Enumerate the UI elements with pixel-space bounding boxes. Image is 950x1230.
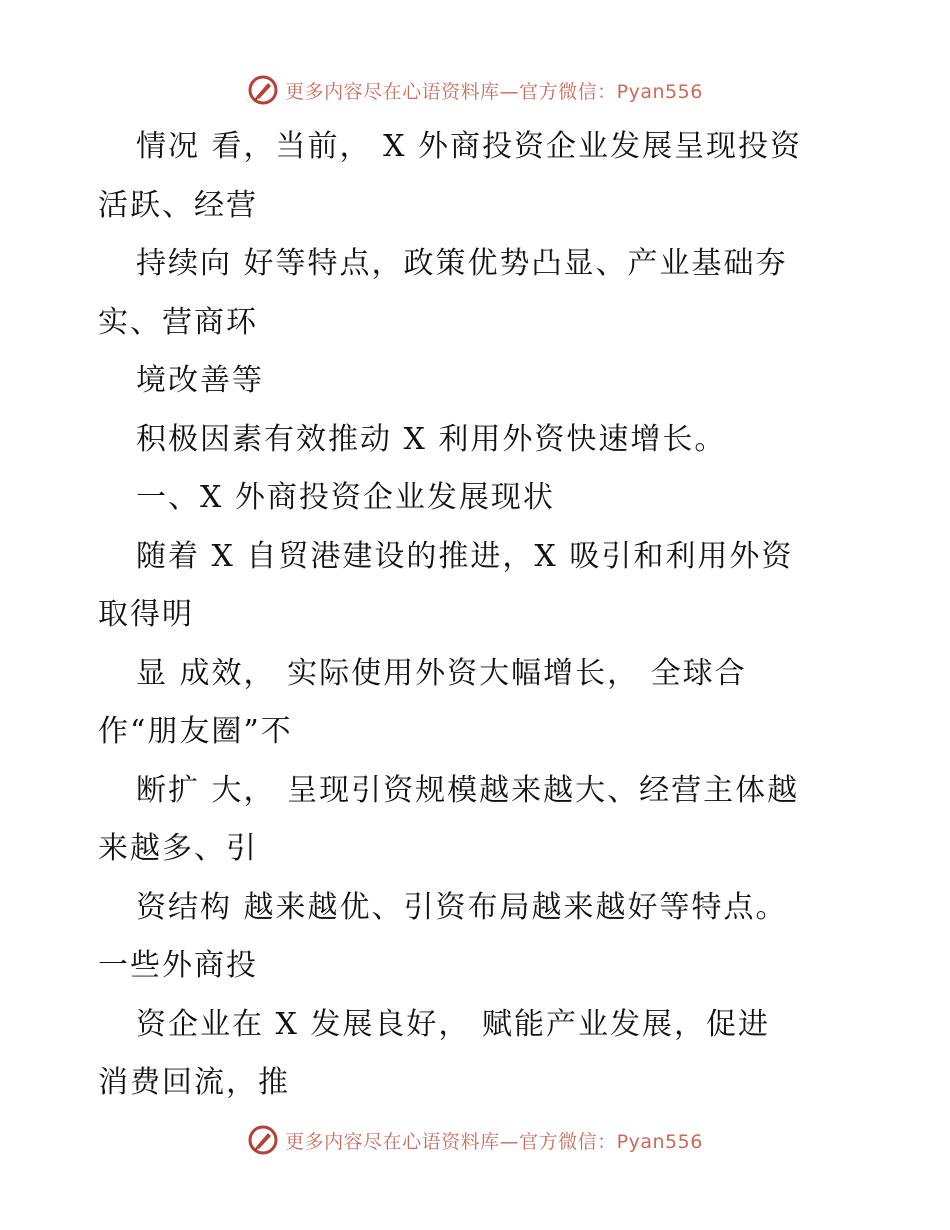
text-line: 断扩 大， 呈现引资规模越来越大、经营主体越 [136,772,800,808]
text-line: 持续向 好等特点，政策优势凸显、产业基础夯 [136,246,788,281]
text-line: 消费回流，推 [98,1065,290,1100]
text-line: 显 成效， 实际使用外资大幅增长， 全球合 [136,655,747,691]
text-line: 资结构 越来越优、引资布局越来越好等特点。 [136,889,788,925]
text-line: 积极因素有效推动 X 利用外资快速增长。 [136,421,727,457]
header-watermark [0,70,950,110]
text-line: 情况 看，当前， X 外商投资企业发展呈现投资 [136,129,802,164]
text-line: 随着 X 自贸港建设的推进，X 吸引和利用外资 [136,538,794,574]
text-line: 一、X 外商投资企业发展现状 [136,480,555,515]
text-line: 实、营商环 [98,304,258,340]
text-line: 活跃、经营 [98,187,258,223]
document-body [98,118,858,1113]
pen-logo-icon [247,74,279,106]
text-line: 境改善等 [136,363,264,398]
footer-watermark [0,1120,950,1160]
pen-logo-icon [247,1124,279,1156]
watermark-text: 更多内容尽在心语资料库—官方微信：Pyan556 [285,80,703,103]
text-line: 取得明 [98,597,194,632]
text-line: 来越多、引 [98,831,258,866]
text-line: 一些外商投 [98,948,258,983]
watermark-text: 更多内容尽在心语资料库—官方微信：Pyan556 [285,1130,703,1153]
text-line: 资企业在 X 发展良好， 赋能产业发展，促进 [136,1006,770,1042]
text-line: 作“朋友圈”不 [98,714,293,749]
